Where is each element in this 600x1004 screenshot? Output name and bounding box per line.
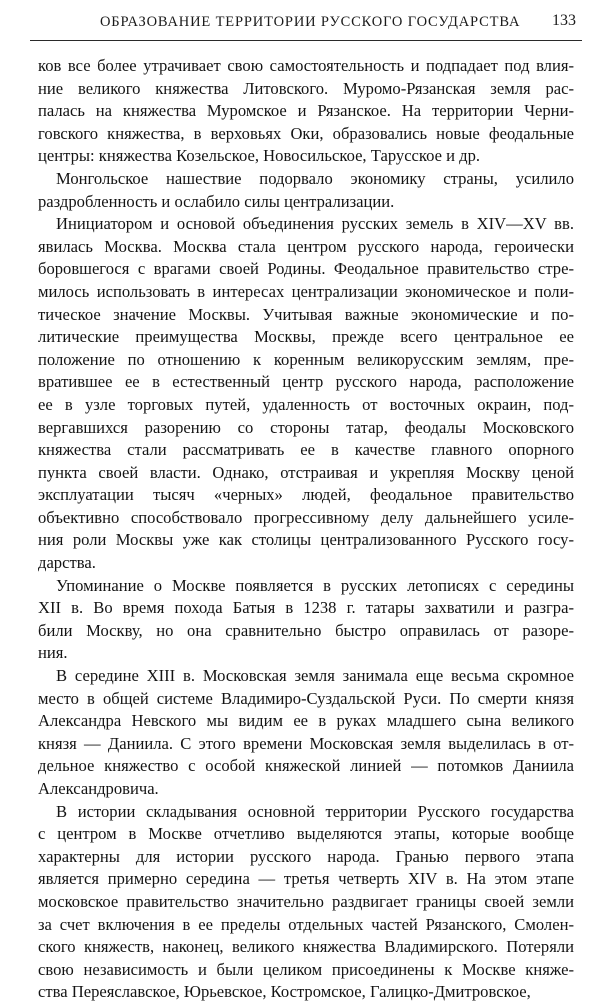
text-line: Александровича. bbox=[38, 779, 159, 798]
text-line: ния роли Москвы уже как столицы централизованного Русского госу- bbox=[38, 530, 574, 550]
text-line: вергавшихся разорению со стороны татар, феодалы Московского bbox=[38, 417, 574, 437]
paragraph bbox=[38, 55, 574, 168]
text-line: В середине XIII в. Московская земля занимала еще весьма скромное bbox=[56, 666, 574, 686]
text-line: дарства. bbox=[38, 553, 96, 573]
text-line: явилась Москва. Москва стала центром русского народа, героически bbox=[38, 236, 574, 256]
paragraph bbox=[38, 801, 574, 1004]
text-line: положение по отношению к коренным великорусским землям, пре- bbox=[38, 349, 574, 369]
text-line: Александра Невского мы видим ее в руках младшего сына великого bbox=[38, 711, 574, 731]
text-line: является примерно середина — третья четверть XIV в. На этом этапе bbox=[38, 869, 574, 889]
text-line: характерны для истории русского народа. Гранью первого этапа bbox=[38, 846, 574, 866]
text-line: княжества стали рассматривать ее в качестве главного опорного bbox=[38, 440, 574, 460]
paragraph bbox=[38, 665, 574, 801]
running-header bbox=[30, 6, 582, 34]
text-line: пункта своей власти. Однако, отстраивая и укрепляя Москву ценой bbox=[38, 462, 574, 482]
text-line: ства Переяславское, Юрьевское, Костромское, Галицко-Дмитровское, bbox=[38, 982, 531, 1002]
page-number: 133 bbox=[552, 12, 576, 29]
text-line: с центром в Москве отчетливо выделяются этапы, которые вообще bbox=[38, 824, 574, 844]
text-line: тическое значение Москвы. Учитывая важные экономические и по- bbox=[38, 304, 574, 324]
text-line: объективно способствовало прогрессивному делу дальнейшего усиле- bbox=[38, 507, 574, 527]
body-text bbox=[38, 55, 574, 1004]
text-line: эксплуатации тысяч «черных» людей, феодальное правительство bbox=[38, 485, 574, 505]
text-line: боровшегося с врагами своей Родины. Феодальное правительство стре- bbox=[38, 259, 574, 279]
text-line: ского княжеств, наконец, великого княжества Владимирского. Потеряли bbox=[38, 937, 574, 957]
header-rule bbox=[30, 40, 582, 41]
text-line: ее в узле торговых путей, удаленность от восточных окраин, под- bbox=[38, 394, 574, 414]
text-line: Монгольское нашествие подорвало экономику страны, усилило bbox=[56, 168, 574, 188]
text-line: Инициатором и основой объединения русских земель в XIV—XV вв. bbox=[56, 214, 574, 234]
text-line: милось использовать в интересах централизации экономическое и поли- bbox=[38, 281, 574, 301]
text-line: князя — Даниила. С этого времени Московская земля выделилась в от- bbox=[38, 733, 574, 753]
paragraph bbox=[38, 213, 574, 575]
text-line: ния. bbox=[38, 643, 68, 663]
paragraph bbox=[38, 168, 574, 213]
text-line: ние великого княжества Литовского. Муромо-Рязанская земля рас- bbox=[38, 78, 574, 98]
text-line: место в общей системе Владимиро-Суздальской Руси. По смерти князя bbox=[38, 688, 574, 708]
text-line: раздробленность и ослабило силы централизации. bbox=[38, 191, 395, 211]
text-line: центры: княжества Козельское, Новосильское, Тарусское и др. bbox=[38, 146, 481, 166]
text-line: В истории складывания основной территории Русского государства bbox=[56, 801, 574, 821]
running-title: ОБРАЗОВАНИЕ ТЕРРИТОРИИ РУССКОГО ГОСУДАРСТВА bbox=[100, 14, 521, 30]
text-line: ков все более утрачивает свою самостоятельность и подпадает под влия- bbox=[38, 56, 574, 75]
text-line: говского княжества, в верховьях Оки, образовались новые феодальные bbox=[38, 123, 574, 143]
text-line: XII в. Во время похода Батыя в 1238 г. татары захватили и разгра- bbox=[38, 598, 574, 618]
text-line: Упоминание о Москве появляется в русских летописях с середины bbox=[56, 575, 574, 595]
text-line: московское правительство значительно раздвигает границы своей земли bbox=[38, 891, 574, 911]
text-line: за счет включения в ее пределы отдельных частей Рязанского, Смолен- bbox=[38, 914, 574, 934]
paragraph bbox=[38, 575, 574, 665]
text-line: вратившее ее в естественный центр русского народа, расположение bbox=[38, 372, 574, 392]
text-line: били Москву, но она сравнительно быстро оправилась от разоре- bbox=[38, 620, 574, 640]
text-line: литические преимущества Москвы, прежде всего центральное ее bbox=[38, 327, 574, 347]
text-line: палась на княжества Муромское и Рязанское. На территории Черни- bbox=[38, 101, 574, 121]
text-line: дельное княжество с особой княжеской линией — потомков Даниила bbox=[38, 756, 574, 776]
text-line: свою независимость и были целиком присоединены к Москве княже- bbox=[38, 959, 574, 979]
